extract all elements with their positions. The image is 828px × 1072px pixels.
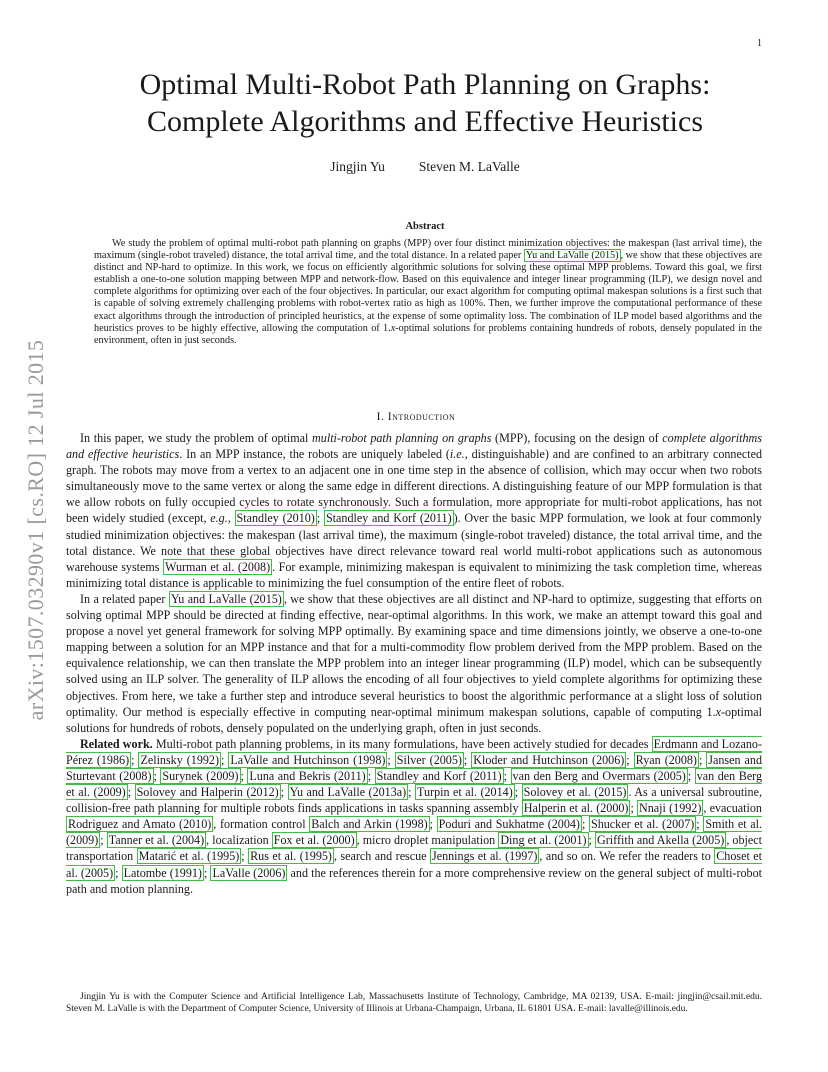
- citation-link[interactable]: Ryan (2008): [635, 752, 697, 767]
- paragraph-related-work: Related work. Multi-robot path planning problems, in its many formulations, have been actively studied for decades Erdmann and Lozano-Pérez (1986) ; Zelinsky (1992) ; LaValle and Hutchinson (1998) ; Silver (2005) ; Kloder and Hutchinson (2006) ; Ryan (2008) ; Jansen and Sturtevant (2008) ; Surynek (2009) ; Luna and Bekris (2011) ; Standley and Korf (2011) ; van den Berg and Overmars (2005) ; van den Berg et al. (2009) ; Solovey and Halperin (2012) ; Yu and LaValle (2013a) ; Turpin et al. (2014) ; Solovey et al. (2015) . As a universal subroutine, collision-free path planning for multiple robots finds applications in tasks spanning assembly Halperin et al. (2000) ; Nnaji (1992) , evacuation Rodriguez and Amato (2010) , formation control Balch and Arkin (1998) ; Poduri and Sukhatme (2004) ; Shucker et al. (2007) ; Smith et al. (2009) ; Tanner et al. (2004) , localization Fox et al. (2000) , micro droplet manipulation Ding et al. (2001) ; Griffith and Akella (2005) , object transportation Matarić et al. (1995) ; Rus et al. (1995) , search and rescue Jennings et al. (1997) , and so on. We refer the readers to Choset et al. (2005) ; Latombe (1991) ; LaValle (2006) and the references therein for a more comprehensive review on the general subject of multi-robot path and motion planning.: [66, 736, 763, 896]
- citation-link[interactable]: Choset et al. (2005): [66, 849, 762, 880]
- citation-link[interactable]: Jennings et al. (1997): [432, 849, 538, 864]
- citation-link[interactable]: van den Berg and Overmars (2005): [512, 768, 686, 783]
- author-name: Steven M. LaValle: [418, 159, 520, 174]
- citation-link[interactable]: Solovey and Halperin (2012): [136, 785, 279, 800]
- paragraph: In a related paper Yu and LaValle (2015) , we show that these objectives are all distinct and NP-hard to optimize, suggesting that efforts on solving optimal MPP should be directed at finding effective, near-optimal algorithms. In this work, we make an attempt toward this goal and propose a novel yet general framework for solving MPP optimally. By examining space and time dimensions jointly, we observe a one-to-one mapping between a solution for an MPP instance and that for a multi-commodity flow problem derived from the MPP problem. Based on the equivalence relationship, we can then translate the MPP problem into an integer linear programming (ILP) model, which can be subsequently solved using an ILP solver. The generality of ILP allows the encoding of all four objectives to yield complete algorithms for optimizing these objectives. From here, we take a further step and introduce several heuristics to boost the algorithmic performance at a slight loss of solution optimality. Our method is especially effective in computing near-optimal minimum makespan solutions, capable of computing 1.x-optimal solutions for hundreds of robots, densely populated on the underlying graph, often in just seconds.: [66, 591, 763, 735]
- citation-link[interactable]: LaValle (2006): [212, 865, 286, 880]
- citation-link[interactable]: Smith et al. (2009): [66, 817, 762, 848]
- arxiv-identifier-stamp[interactable]: arXiv:1507.03290v1 [cs.RO] 12 Jul 2015: [23, 339, 48, 721]
- citation-link[interactable]: Yu and LaValle (2015): [170, 591, 282, 606]
- author-list: [80, 159, 770, 175]
- citation-link[interactable]: Balch and Arkin (1998): [311, 817, 428, 832]
- citation-link[interactable]: Erdmann and Lozano-Pérez (1986): [66, 736, 762, 767]
- citation-link[interactable]: Nnaji (1992): [639, 801, 702, 816]
- title-line-1: Optimal Multi-Robot Path Planning on Graphs:: [139, 68, 711, 101]
- citation-link[interactable]: van den Berg et al. (2009): [66, 768, 763, 800]
- citation-link[interactable]: Tanner et al. (2004): [108, 833, 205, 848]
- citation-link[interactable]: Jansen and Sturtevant (2008): [66, 752, 762, 783]
- citation-link[interactable]: Surynek (2009): [162, 768, 239, 783]
- citation-link[interactable]: Yu and LaValle (2013a): [289, 785, 407, 800]
- page-number: 1: [757, 38, 762, 49]
- title-line-2: Complete Algorithms and Effective Heuristics: [147, 105, 703, 138]
- citation-link[interactable]: Silver (2005): [396, 752, 462, 767]
- paragraph: In this paper, we study the problem of optimal multi-robot path planning on graphs (MPP), focusing on the design of complete algorithms and effective heuristics. In an MPP instance, the robots are uniquely labeled (i.e., distinguishable) and are confined to an arbitrary connected graph. The robots may move from a vertex to an adjacent one in one time step in the absence of collision, which may occur when two robots simultaneously move to the same vertex or along the same edge in different directions. A distinguishing feature of our MPP formulation is that we allow robots on fully occupied cycles to rotate synchronously. Such a formulation, more appropriate for multi-robot applications, has not been widely studied (except, e.g., Standley (2010) ; Standley and Korf (2011) ). Over the basic MPP formulation, we look at four commonly studied minimization objectives: the makespan (last arrival time), the maximum (single-robot traveled) distance, the total arrival time, and the total distance. We note that these global objectives have direct relevance toward real world multi-robot applications such as autonomous warehouse systems Wurman et al. (2008) . For example, minimizing makespan is equivalent to minimizing the task completion time, whereas minimizing total distance is applicable to minimizing the fuel consumption of the entire fleet of robots.: [66, 431, 762, 590]
- citation-link[interactable]: Standley and Korf (2011): [376, 768, 502, 783]
- citation-link[interactable]: Standley (2010): [236, 511, 315, 526]
- abstract-heading: Abstract: [405, 221, 445, 232]
- author-affiliation-footnote: Jingjin Yu is with the Computer Science and Artificial Intelligence Lab, Massachusetts Institute of Technology, Cambridge, MA 02139, USA. E-mail: jingjin@csail.mit.edu. Steven M. LaValle is with the Department of Computer Science, University of Illinois at Urbana-Champaign, Urbana, IL 61801 USA. E-mail: lavalle@illinois.edu.: [66, 992, 762, 1014]
- section-heading: I. Introduction: [376, 411, 456, 423]
- citation-link[interactable]: Solovey et al. (2015): [523, 785, 627, 800]
- citation-link[interactable]: LaValle and Hutchinson (1998): [230, 752, 386, 767]
- citation-link[interactable]: Latombe (1991): [123, 865, 202, 880]
- citation-link[interactable]: Poduri and Sukhatme (2004): [438, 817, 580, 832]
- author-name: Jingjin Yu: [330, 159, 385, 174]
- citation-link[interactable]: Griffith and Akella (2005): [597, 833, 725, 848]
- related-work-lead: Related work.: [80, 736, 153, 751]
- citation-link[interactable]: Halperin et al. (2000): [523, 801, 629, 816]
- citation-link[interactable]: Wurman et al. (2008): [165, 559, 271, 574]
- citation-link[interactable]: Standley and Korf (2011): [325, 511, 452, 526]
- citation-link[interactable]: Turpin et al. (2014): [417, 785, 513, 800]
- citation-link[interactable]: Shucker et al. (2007): [590, 817, 695, 832]
- citation-link[interactable]: Ding et al. (2001): [500, 833, 587, 848]
- abstract-body: We study the problem of optimal multi-robot path planning on graphs (MPP) over four distinct minimization objectives: the makespan (last arrival time), the maximum (single-robot traveled) distance, the total arrival time, and the total distance. In a related paper Yu and LaValle (2015) , we show that these objectives are distinct and NP-hard to optimize. In this work, we focus on efficiently algorithmic solutions for solving these optimal MPP problems. Toward this goal, we first establish a one-to-one solution mapping between MPP and network-flow. Based on this equivalence and integer linear programming (ILP), we design novel and complete algorithms for optimizing over each of the four objectives. In particular, our exact algorithm for computing optimal makespan solutions is a first such that is capable of solving extremely challenging problems with robot-vertex ratio as high as 100%. Then, we further improve the computational performance of these exact algorithms through the introduction of principled heuristics, at the expense of some optimality loss. The combination of ILP model based algorithms and the heuristics proves to be highly effective, allowing the computation of 1.x-optimal solutions for problems containing hundreds of robots, densely populated in the environment, often in just seconds.: [94, 238, 763, 346]
- citation-link[interactable]: Zelinsky (1992): [140, 752, 220, 767]
- citation-link[interactable]: Fox et al. (2000): [273, 833, 355, 848]
- citation-link[interactable]: Rodriguez and Amato (2010): [68, 817, 212, 832]
- citation-link[interactable]: Kloder and Hutchinson (2006): [473, 752, 625, 767]
- citation-link[interactable]: Matarić et al. (1995): [138, 849, 240, 864]
- introduction-body: [66, 430, 762, 897]
- citation-link[interactable]: Yu and LaValle (2015): [525, 250, 619, 262]
- paper-title: [80, 66, 770, 140]
- citation-link[interactable]: Rus et al. (1995): [250, 849, 332, 864]
- citation-link[interactable]: Luna and Bekris (2011): [249, 768, 366, 783]
